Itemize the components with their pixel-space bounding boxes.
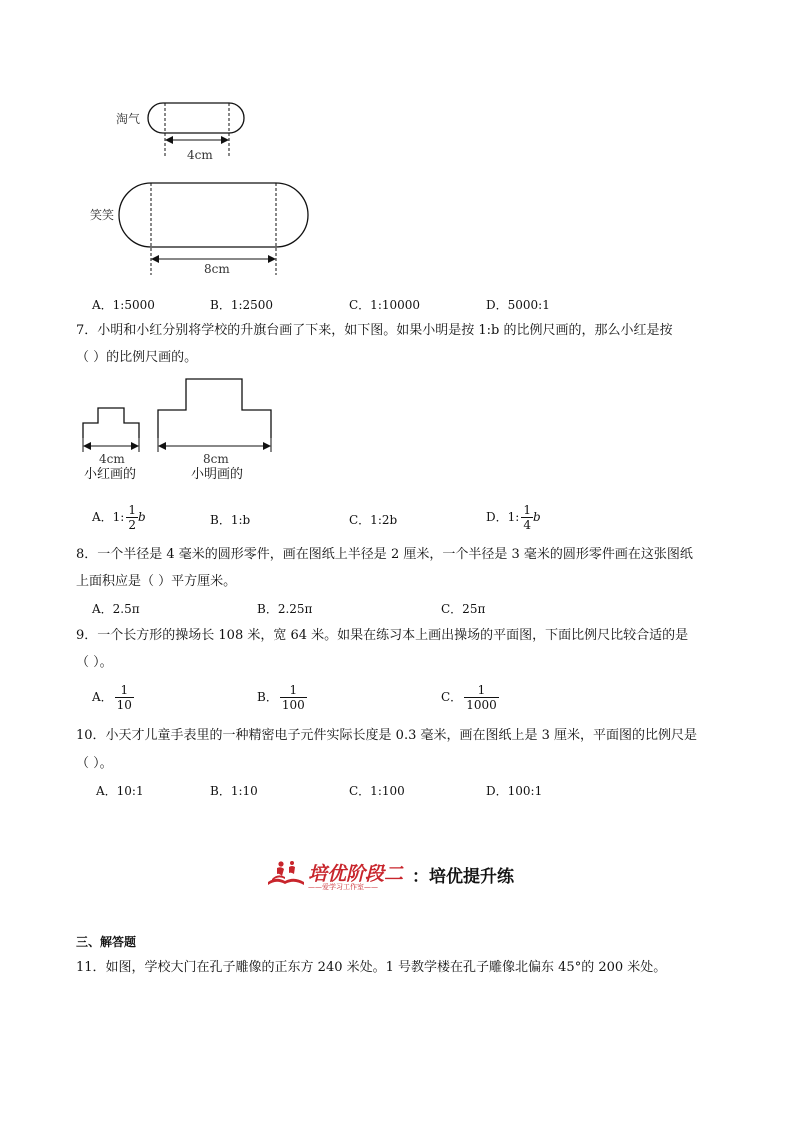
q9-option-a-prefix: A． xyxy=(92,690,113,704)
dim-small-capsule: 4cm xyxy=(187,148,213,162)
book-logo-icon xyxy=(264,858,308,890)
q6-option-a: A．1:5000 xyxy=(92,298,155,312)
large-capsule xyxy=(119,183,308,247)
q9-option-a-fraction: $\frac{1}{10}$ xyxy=(116,683,132,712)
q7-option-c: C．1:2b xyxy=(349,513,398,527)
q8-stem-line1: 8．一个半径是 4 毫米的圆形零件，画在图纸上半径是 2 厘米，一个半径是 3 毫米的圆形零件画在这张图纸 xyxy=(76,547,693,562)
small-platform-shape xyxy=(83,408,139,438)
q7-stem-line1: 7．小明和小红分别将学校的升旗台画了下来，如下图。如果小明是按 1:b 的比例尺画的，那么小红是按 xyxy=(76,323,673,338)
large-platform-shape xyxy=(158,379,271,438)
stage-subtitle: ：培优提升练 xyxy=(412,867,514,887)
small-capsule xyxy=(148,103,244,133)
stage-title: 培优阶段二 xyxy=(308,863,404,885)
q10-stem-line2: （ ）。 xyxy=(76,756,113,771)
q11-stem: 11．如图，学校大门在孔子雕像的正东方 240 米处。1 号教学楼在孔子雕像北偏东 45°的 200 米处。 xyxy=(76,960,667,975)
q8-option-c: C．25π xyxy=(441,602,486,616)
q7-dim-ming: 8cm xyxy=(203,452,229,466)
q9-option-b-fraction: $\frac{1}{100}$ xyxy=(281,683,305,712)
figure-q6-capsules xyxy=(0,0,794,300)
q9-option-a xyxy=(92,683,134,712)
figure-q7-flag-platforms xyxy=(0,370,794,460)
q7-option-a: A．1: $\frac{1}{2}$ b xyxy=(92,503,146,532)
q8-option-b: B．2.25π xyxy=(257,602,313,616)
q6-option-b: B．1:2500 xyxy=(210,298,274,312)
q6-option-c: C．1:10000 xyxy=(349,298,421,312)
q7-option-a-prefix: A．1: xyxy=(92,510,125,524)
stage-banner xyxy=(264,856,534,894)
q8-option-a: A．2.5π xyxy=(92,602,140,616)
q7-option-a-fraction: $\frac{1}{2}$ xyxy=(128,503,136,532)
q7-option-b: B．1:b xyxy=(210,513,251,527)
q9-stem-line2: （ ）。 xyxy=(76,655,113,670)
label-taoqi: 淘气 xyxy=(116,112,141,126)
studio-caption: ——爱学习工作室—— xyxy=(308,883,378,891)
q9-option-b xyxy=(257,683,307,712)
q7-option-d-fraction: $\frac{1}{4}$ xyxy=(523,503,531,532)
q9-option-b-prefix: B． xyxy=(257,690,278,704)
q9-stem-line1: 9．一个长方形的操场长 108 米，宽 64 米。如果在练习本上画出操场的平面图，下面比例尺比较合适的是 xyxy=(76,628,689,643)
q8-stem-line2: 上面积应是（ ）平方厘米。 xyxy=(76,574,237,589)
label-xiaoxiao: 笑笑 xyxy=(90,208,115,222)
q10-option-c: C．1:100 xyxy=(349,784,405,798)
q7-stem-line2: （ ）的比例尺画的。 xyxy=(76,350,198,365)
q9-option-c-prefix: C． xyxy=(441,690,463,704)
q7-caption-ming: 小明画的 xyxy=(191,467,244,482)
q10-stem-line1: 10．小天才儿童手表里的一种精密电子元件实际长度是 0.3 毫米，画在图纸上是 3 厘米，平面图的比例尺是 xyxy=(76,728,698,743)
q7-option-d-prefix: D．1: xyxy=(486,510,520,524)
q7-caption-hong: 小红画的 xyxy=(84,467,137,482)
q9-option-c-fraction: $\frac{1}{1000}$ xyxy=(466,683,497,712)
q10-option-b: B．1:10 xyxy=(210,784,258,798)
q10-option-d: D．100:1 xyxy=(486,784,543,798)
q7-option-d: D．1: $\frac{1}{4}$ b xyxy=(486,503,541,532)
q10-option-a: A．10:1 xyxy=(96,784,144,798)
dim-large-capsule: 8cm xyxy=(204,262,230,276)
section-heading: 三、解答题 xyxy=(76,935,137,949)
q6-option-d: D．5000:1 xyxy=(486,298,550,312)
q9-option-c xyxy=(441,683,499,712)
q7-dim-hong: 4cm xyxy=(99,452,125,466)
